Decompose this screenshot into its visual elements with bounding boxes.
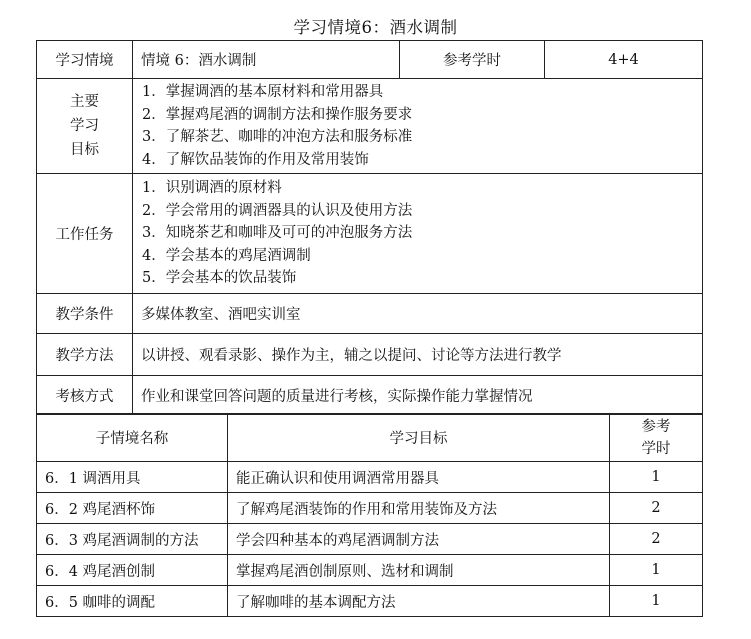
sub-goal: 学会四种基本的鸡尾酒调制方法 [228,524,610,555]
sub-header-row [37,414,703,462]
sub-name: 6．2 鸡尾酒杯饰 [37,493,228,524]
assessment-label: 考核方式 [37,376,133,415]
task-item: 5．学会基本的饮品装饰 [142,270,297,287]
sub-hours: 1 [610,555,703,586]
goals-row [37,79,703,174]
goals-label-line: 学习 [70,118,99,134]
tasks-list [133,174,703,294]
sub-hours-header [610,414,703,462]
sub-goal: 了解鸡尾酒装饰的作用和常用装饰及方法 [228,493,610,524]
methods-label: 教学方法 [37,334,133,376]
assessment-row [37,376,703,415]
task-item: 3．知晓茶艺和咖啡及可可的冲泡服务方法 [142,225,413,242]
sub-name: 6．3 鸡尾酒调制的方法 [37,524,228,555]
table-row [37,555,703,586]
goal-item: 1．掌握调酒的基本原材料和常用器具 [142,84,384,100]
task-item: 1．识别调酒的原材料 [142,180,282,197]
conditions-label: 教学条件 [37,294,133,334]
sub-name-header: 子情境名称 [37,414,228,462]
hours-label: 参考学时 [400,41,545,79]
sub-hours-header-line: 学时 [641,440,671,457]
situation-label: 学习情境 [37,41,133,79]
task-item: 4．学会基本的鸡尾酒调制 [142,247,311,264]
sub-hours: 2 [610,493,703,524]
sub-name: 6．5 咖啡的调配 [37,586,228,617]
info-table [36,40,703,415]
sub-hours-header-line: 参考 [641,418,671,435]
methods-value: 以讲授、观看录影、操作为主，辅之以提问、讨论等方法进行教学 [133,334,703,376]
hours-value: 4+4 [545,41,703,79]
sub-situation-table [36,413,703,617]
table-row [37,493,703,524]
task-item: 2．学会常用的调酒器具的认识及使用方法 [142,202,413,219]
table-row [37,586,703,617]
goals-label [37,79,133,174]
sub-goal: 能正确认识和使用调酒常用器具 [228,462,610,493]
sub-hours: 1 [610,462,703,493]
goal-item: 2．掌握鸡尾酒的调制方法和操作服务要求 [142,106,413,123]
page-title: 学习情境6：酒水调制 [293,18,458,37]
sub-name: 6．1 调酒用具 [37,462,228,493]
tasks-label: 工作任务 [37,174,133,294]
conditions-row [37,294,703,334]
table-row [37,524,703,555]
sub-hours: 2 [610,524,703,555]
goal-item: 3．了解茶艺、咖啡的冲泡方法和服务标准 [142,129,413,145]
assessment-value: 作业和课堂回答问题的质量进行考核，实际操作能力掌握情况 [133,376,703,415]
sub-goal-header: 学习目标 [228,414,610,462]
goal-item: 4．了解饮品装饰的作用及常用装饰 [142,151,369,168]
header-row [37,41,703,79]
sub-name: 6．4 鸡尾酒创制 [37,555,228,586]
goals-label-line: 主要 [70,94,99,110]
sub-goal: 了解咖啡的基本调配方法 [228,586,610,617]
sub-hours: 1 [610,586,703,617]
methods-row [37,334,703,376]
goals-label-line: 目标 [70,142,99,158]
table-row [37,462,703,493]
sub-goal: 掌握鸡尾酒创制原则、选材和调制 [228,555,610,586]
tasks-row [37,174,703,294]
situation-value: 情境 6：酒水调制 [133,41,400,79]
conditions-value: 多媒体教室、酒吧实训室 [133,294,703,334]
goals-list [133,79,703,174]
